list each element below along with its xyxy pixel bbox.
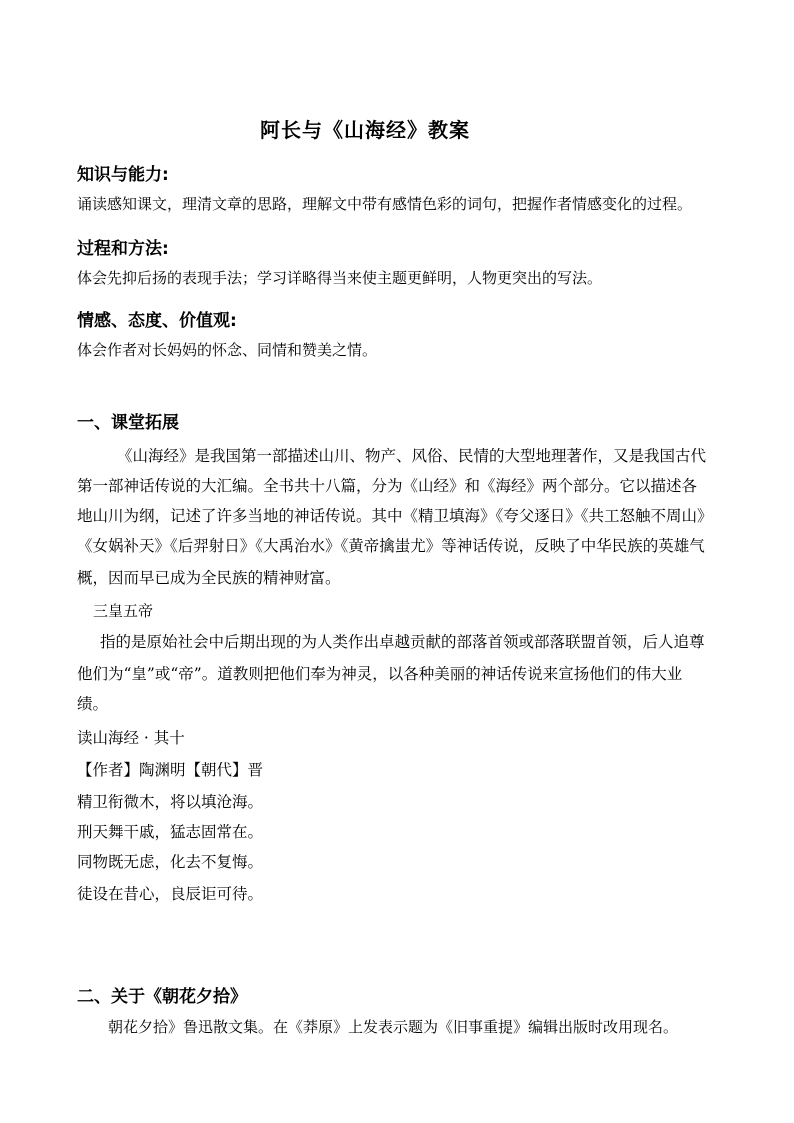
poem-line: 刑天舞干戚，猛志固常在。 xyxy=(77,823,264,841)
para-line: 《女娲补天》《后羿射日》《大禹治水》《黄帝擒蚩尤》等神话传说，反映了中华民族的英雄气 xyxy=(77,537,705,555)
poem-line: 同物既无虑，化去不复悔。 xyxy=(77,853,264,871)
section-heading-zhaohua: 二、关于《朝花夕拾》 xyxy=(77,987,247,1007)
poem-line: 徒设在昔心，良辰讵可待。 xyxy=(77,885,264,903)
page-title: 阿长与《山海经》教案 xyxy=(260,118,470,142)
sub-line: 绩。 xyxy=(77,695,109,713)
sub-line: 他们为“皇”或“帝”。道教则把他们奉为神灵，以各种美丽的神话传说来宣扬他们的伟大业 xyxy=(77,665,683,683)
para-line: 地山川为纲，记述了许多当地的神话传说。其中《精卫填海》《夸父逐日》《共工怒触不周山》 xyxy=(77,507,713,525)
para-line: 《山海经》是我国第一部描述山川、物产、风俗、民情的大型地理著作，又是我国古代 xyxy=(117,447,707,465)
objective-heading-knowledge: 知识与能力: xyxy=(77,165,169,185)
objective-heading-emotion: 情感、态度、价值观: xyxy=(77,311,237,331)
para-line: 第一部神话传说的大汇编。全书共十八篇，分为《山经》和《海经》两个部分。它以描述各 xyxy=(77,477,698,495)
poem-title: 读山海经 · 其十 xyxy=(77,729,185,747)
section2-text: 朝花夕拾》鲁迅散文集。在《莽原》上发表示题为《旧事重提》编辑出版时改用现名。 xyxy=(108,1018,679,1036)
objective-heading-process: 过程和方法: xyxy=(77,239,169,259)
poem-line: 精卫衔微木，将以填沧海。 xyxy=(77,793,264,811)
objective-text-knowledge: 诵读感知课文，理清文章的思路，理解文中带有感情色彩的词句，把握作者情感变化的过程。 xyxy=(77,195,693,213)
objective-text-process: 体会先抑后扬的表现手法；学习详略得当来使主题更鲜明，人物更突出的写法。 xyxy=(77,269,603,287)
sub-heading-sanhuang: 三皇五帝 xyxy=(93,602,154,620)
section-heading-extension: 一、课堂拓展 xyxy=(77,413,179,433)
para-line: 概，因而早已成为全民族的精神财富。 xyxy=(77,569,341,587)
objective-text-emotion: 体会作者对长妈妈的怀念、同情和赞美之情。 xyxy=(77,341,378,359)
sub-line: 指的是原始社会中后期出现的为人类作出卓越贡献的部落首领或部落联盟首领，后人追尊 xyxy=(100,633,705,651)
poem-meta: 【作者】陶渊明【朝代】晋 xyxy=(77,761,264,779)
